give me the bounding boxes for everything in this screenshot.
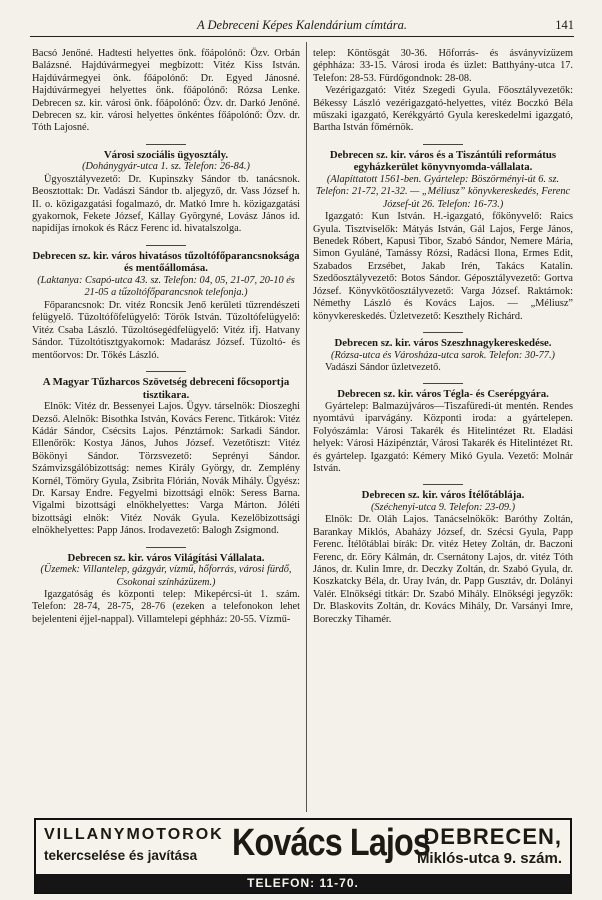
- section-social-department: [32, 149, 300, 236]
- section-title: A Magyar Tűzharcos Szövetség debreceni főcsoportja tisztikara.: [42, 375, 290, 401]
- ad-city: DEBRECEN,: [423, 824, 562, 849]
- section-body: Vadászi Sándor üzletvezető.: [325, 361, 441, 373]
- section-printing-house: [313, 149, 573, 323]
- advertisement: [34, 818, 572, 894]
- left-column: [32, 48, 300, 626]
- section-divider: [423, 383, 463, 384]
- section-divider: [146, 371, 186, 372]
- section-body: Elnök: Dr. Oláh Lajos. Tanácselnökök: Baróthy Zoltán, Barankay Miklós, Abaházy József, dr. Szécsi Gyula, Papp Ferenc. Ítélőtáblai bírák: Dr. vitéz Hetey Zoltán, dr. Baczoni Ferenc, dr. Eöry Kálmán, dr. Csernátony Lajos, dr. vitéz Tóth János, dr. Kulin Imre, dr. Deczky Zoltán, dr. Szabó Gyula, dr. Koszkatcky Béla, dr. Uray Iván, dr. Papp Gusztáv, dr. Dolányi Valér. Elnökségi titkár: Dr. Szabó Mihály. Elnökségi jegyzők: Dr. Blaskovits Zoltán, dr. Kovács Mihály, Dr. Varsányi Imre, Boreczky Tihamér.: [313, 514, 573, 625]
- right-intro-2: Vezérigazgató: Vitéz Szegedi Gyula. Főosztályvezetők: Békessy László vezérigazgató-helyettes, vitéz Boczkó Béla műszaki igazgató, Kerékgyártó Gyula kereskedelmi igazgató, Bartha István főmérnök.: [313, 85, 573, 134]
- section-title: Debrecen sz. kir. város Ítélőtáblája.: [361, 489, 525, 502]
- ad-brand: Kovács Lajos: [232, 822, 431, 864]
- section-address: (Üzemek: Villantelep, gázgyár, vízmű, hőforrás, városi fürdő, Csokonai színházüzem.): [40, 564, 292, 588]
- right-intro: telep: Köntösgát 30-36. Hőforrás- és ásványvízüzem géphháza: 33-15. Városi iroda és üzlet: Batthyány-utca 17. Telefon: 28-53. Fürdőgondnok: 28-08.: [313, 48, 573, 84]
- ad-address: Miklós-utca 9. szám.: [416, 850, 562, 867]
- section-title: Debrecen sz. kir. város hivatásos tűzoltófőparancsnoksága és mentőállomása.: [32, 249, 300, 275]
- section-title: Debrecen sz. kir. város Szeszhnagykereskedése.: [334, 336, 552, 349]
- section-address: (Rózsa-utca és Városháza-utca sarok. Telefon: 30-77.): [331, 349, 555, 361]
- section-divider: [423, 144, 463, 145]
- section-title: Városi szociális ügyosztály.: [103, 148, 229, 161]
- section-body: Igazgatóság és központi telep: Mikepércsi-út 1. szám. Telefon: 28-74, 28-75, 28-76 (ezeken a telefonokon lehet bejelenteni éjjel-nappal). Villamtelepi géphház: 20-55. Vízmű-: [32, 588, 300, 625]
- section-address: (Dohánygyár-utca 1. sz. Telefon: 26-84.): [82, 161, 250, 173]
- section-body: Ügyosztályvezető: Dr. Kupinszky Sándor tb. tanácsnok. Beosztottak: Dr. Vadászi Sándor tb. aljegyző, dr. Vass József h. II. o. közigazgatási fogalmazó, dr. Matkó Imre h. közigazgatási gyakornok, Fekete József, Kállay Györgyné, Lovász János id. napidíjas írnokok és Rácz Ferenc id. hivatalszolga.: [32, 173, 300, 235]
- section-divider: [423, 332, 463, 333]
- section-address: (Laktanya: Csapó-utca 43. sz. Telefon: 04, 05, 21-07, 20-10 és 21-05 a tűzoltófőparancsnok telefonja.): [37, 275, 295, 299]
- section-spirits-trade: [313, 337, 573, 374]
- section-address: (Széchenyi-utca 9. Telefon: 23-09.): [370, 501, 516, 513]
- section-body: Igazgató: Kun István. H.-igazgató, főkönyvelő: Raics Gyula. Tisztviselők: Mátyás István, Gál Lajos, Ferge János, Benedek Róbert, Kapusi Tibor, Szabó Sándor, Nemere Mária, Simon Gyuláné, Tamássy Rózsi, Radácsi Ilona, Ermes Edit, Szabados Erzsébet, Jakab Irén, Takács Katalin. Szedőosztályvezető: Botos Sándor. Géposztályvezető: Gortva József. Könyvkötőosztályvezető: Varga József. Raktárnok: Némethy László és Kovács Lajos. — „Méliusz” könyvkereskedés. Üzletvezető: Keszthely Richárd.: [313, 211, 573, 322]
- section-title: Debrecen sz. kir. város Tégla- és Cserépgyára.: [337, 388, 549, 401]
- left-intro: Bacsó Jenőné. Hadtesti helyettes önk. főápolónő: Özv. Orbán Balázsné. Hajdúvármegyei megbízott: Vitéz Kiss István. Hajdúvármegyei önk. főápolónő: Dr. Egyed Jánosné. Hajdúvármegyei helyettes önk. főápolónő: Rózsa Lenke. Debrecen sz. kir. városi önk. főápolónő: Özv. dr. Darkó Jenőné. Debrecen sz. kir. városi helyettes önkéntes főápolónő: Özv. dr. Tóth Lajosné.: [32, 48, 300, 134]
- ad-phone: TELEFON: 11-70.: [36, 874, 570, 892]
- section-brick-factory: [313, 388, 573, 475]
- section-divider: [423, 484, 463, 485]
- section-divider: [146, 547, 186, 548]
- right-column: [313, 48, 573, 626]
- running-header: [30, 18, 574, 34]
- section-veterans-association: [32, 376, 300, 538]
- section-body: Gyártelep: Balmazújváros—Tiszafüredi-út mentén. Rendes nyomtávú iparvágány. Központi iroda: a gyártelepen. Folyószámla: Városi Takarék és Hitelintézet Rt. Eladási helyek: Városi Házipénztár, Városi Takarék és Hitelintézet Rt. és gyártelep. Igazgató: Kémery Mikó Gyula. Vezető: Molnár István.: [313, 400, 573, 474]
- section-divider: [146, 144, 186, 145]
- section-fire-brigade: [32, 250, 300, 362]
- section-lighting-company: [32, 552, 300, 627]
- section-body: Főparancsnok: Dr. vitéz Roncsik Jenő kerületi tűzrendészeti felügyelő. Tűzoltófőfelügyelő: Török István. Tűzoltófelügyelő: Vitéz Csaba László. Tűzoltósegédfelügyelő: Vitéz ifj. Hatvany Sándor. Tűzoltótisztgyakornok: Madarász József. Tűzoltó- és mentőorvos: Dr. Tőkés László.: [32, 299, 300, 361]
- running-title: A Debreceni Képes Kalendárium címtára.: [196, 18, 408, 32]
- ad-headline: VILLANYMOTOROK: [44, 826, 224, 843]
- section-title: Debrecen sz. kir. város Világítási Vállalata.: [67, 551, 265, 564]
- section-title: Debrecen sz. kir. város és a Tiszántúli református egyházkerület könyvnyomda-vállalata.: [329, 148, 557, 174]
- section-divider: [146, 245, 186, 246]
- section-body: Elnök: Vitéz dr. Bessenyei Lajos. Ügyv. társelnök: Dioszeghi Dezső. Alelnök: Bisothka István, Kovács Ferenc. Titkárok: Vitéz Kádár Sándor, Csécsits Lajos. Pénztárnok: Sarkadi Sándor. Ellenőrök: Kostya János, Juhos József. Vezetőtiszt: Vitéz Bökönyi Sándor. Törzsvezető: Seprényi Sándor. Számvizsgálóbizottság: nemes Király György, dr. Zemplény Kornél, Tömöry Gyula, Zsibrita Flórián, Novák Mihály. Ügyész: Dr. Karsay Endre. Fegyelmi bizottsági elnök: Seress Barna. Vigalmi bizottsági elnökhelyettes: Varga Márton. Jóléti bizottsági elnök: Vitéz Novák Gyula. Kezelőbizottsági elnökhelyettes: Papp János. Irodavezető: Balogh Zsigmond.: [32, 401, 300, 537]
- section-address: (Alapíttatott 1561-ben. Gyártelep: Böszörményi-út 6. sz. Telefon: 21-72, 21-32. — „Méliusz” könyvkereskedés, Ferenc József-út 26. Telefon: 16-73.): [315, 174, 571, 210]
- section-court-of-appeal: [313, 489, 573, 626]
- header-rule: [30, 36, 574, 37]
- ad-service: tekercselése és javítása: [44, 848, 198, 863]
- column-divider: [306, 42, 307, 812]
- page-number: 141: [555, 18, 574, 32]
